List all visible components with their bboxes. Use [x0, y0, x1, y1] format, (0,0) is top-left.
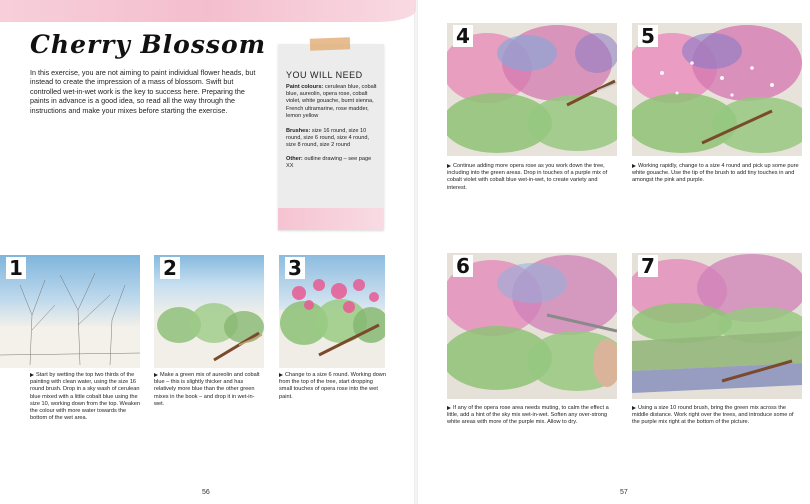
step-4-number: 4	[453, 25, 473, 47]
paint-colours-section	[286, 84, 378, 120]
step-5-photo	[632, 23, 802, 156]
step-3-caption: Change to a size 6 round. Working down from the top of the tree, start dropping small touches of opera rose into the wet paint.	[279, 372, 386, 400]
step-4-photo	[447, 23, 617, 156]
bullet-triangle-icon	[279, 373, 283, 377]
masking-tape	[310, 37, 350, 50]
step-1-caption: Start by wetting the top two thirds of the painting with clean water, using the size 16 round brush. Drop in a sky wash of cerulean blue mixed with a little cobalt blue using the size 10, working down from the top. Weaken the colour with more water towards the bottom of the wet area.	[30, 372, 140, 422]
paint-colours-label: Paint colours:	[286, 84, 324, 90]
bullet-triangle-icon	[447, 164, 451, 168]
step-2-number: 2	[160, 257, 180, 279]
paint-colours-text: cerulean blue, cobalt blue, aureolin, opera rose, cobalt violet, white gouache, burnt sienna, French ultramarine, rose madder, lemon yellow	[286, 84, 377, 119]
bullet-triangle-icon	[632, 406, 636, 410]
step-6-number: 6	[453, 255, 473, 277]
step-5-caption: Working rapidly, change to a size 4 round and pick up some pure white gouache. Use the tip of the brush to add tiny touches in and amongst the pink and purple.	[632, 163, 799, 184]
pink-wash-header	[0, 0, 416, 22]
bullet-triangle-icon	[154, 373, 158, 377]
step-2-photo	[154, 255, 264, 368]
folio-right: 57	[620, 489, 628, 496]
brushes-section	[286, 128, 378, 150]
bullet-triangle-icon	[447, 406, 451, 410]
step-7-photo	[632, 253, 802, 399]
step-1-number: 1	[6, 257, 26, 279]
book-gutter	[414, 0, 418, 504]
folio-left: 56	[202, 489, 210, 496]
step-5-number: 5	[638, 25, 658, 47]
step-4-caption: Continue adding more opera rose as you work down the tree, including into the green areas. Drop in touches of a purple mix of cobalt violet with cobalt blue wet-in-wet, to create variety and interest.	[447, 163, 608, 191]
you-will-need-card	[278, 44, 384, 230]
bullet-triangle-icon	[30, 373, 34, 377]
step-3-photo	[279, 255, 385, 368]
other-text: outline drawing – see page XX	[286, 156, 372, 170]
intro-paragraph: In this exercise, you are not aiming to paint individual flower heads, but instead to create the impression of a mass of blossom. Swift but controlled wet-in-wet work is the key to success here. Preparing the paints in advance is a good idea, so read all the way through the instructions and make your mixes before starting the exercise.	[30, 68, 256, 115]
step-7-number: 7	[638, 255, 658, 277]
other-section	[286, 156, 378, 170]
step-1-photo	[0, 255, 140, 368]
step-7-caption: Using a size 10 round brush, bring the green mix across the middle distance. Work right over the trees, and introduce some of the purple mix right at the bottom of the picture.	[632, 405, 794, 426]
brushes-label: Brushes:	[286, 128, 311, 134]
step-6-caption: If any of the opera rose area needs muting, to calm the effect a little, add a hint of the sky mix wet-in-wet. Soften any over-strong white areas with more of the purple mix. Allow to dry.	[447, 405, 609, 426]
brushes-text: size 16 round, size 10 round, size 6 round, size 4 round, size 8 round, size 2 round	[286, 128, 370, 149]
you-will-need-heading: YOU WILL NEED	[286, 70, 363, 80]
other-label: Other:	[286, 156, 303, 162]
page-title: Cherry Blossom	[30, 30, 267, 59]
bullet-triangle-icon	[632, 164, 636, 168]
step-3-number: 3	[285, 257, 305, 279]
card-pink-wash	[278, 208, 384, 230]
step-2-caption: Make a green mix of aureolin and cobalt blue – this is slightly thicker and has relatively more blue than the other green mixes in the book – and drop it in wet-in-wet.	[154, 372, 260, 407]
step-6-photo	[447, 253, 617, 399]
